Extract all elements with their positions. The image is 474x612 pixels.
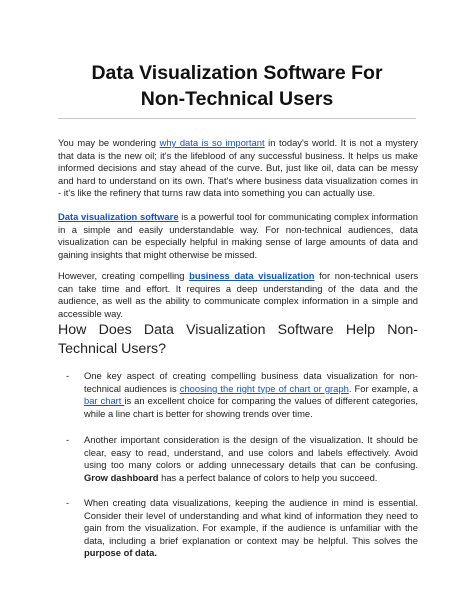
title-line-1: Data Visualization Software For	[91, 62, 383, 84]
list-text: is an excellent choice for comparing the values of different categories, while a line chart is better for showing trends over time.	[84, 395, 418, 419]
however-text-rest: for non-technical users can take time and effort. It requires a deep understanding of the data and the audience, as well as the ability to communicate complex information in a simple and accessible way.	[58, 270, 419, 319]
bar-chart-link[interactable]: bar chart	[84, 395, 125, 407]
page-title	[40, 60, 434, 112]
chart-type-link[interactable]: choosing the right type of chart or graph	[179, 382, 349, 394]
intro-paragraph	[58, 137, 418, 200]
purpose-of-data-bold: purpose of data.	[84, 547, 157, 559]
list-text: has a perfect balance of colors to help you succeed.	[158, 471, 378, 483]
list-dash: -	[66, 370, 70, 381]
software-text: is a powerful tool for communicating complex information in a simple and easily understandable way. For non-technical audiences, data visualization can be especially helpful in making sense of large amounts of data and gaining insights that might otherwise be missed.	[58, 211, 418, 260]
however-text-start: However, creating compelling	[58, 270, 190, 281]
list-item-text	[84, 434, 418, 484]
list-dash: -	[66, 497, 70, 508]
intro-text-rest: in today's world. It is not a mystery that data is the new oil; it's the lifeblood of any successful business. It helps us make informed decisions and stay ahead of the curve. But, just like oil, data can be messy and hard to understand on its own. That's where business data visualization comes in - it's like the refinery that turns raw data into something you can actually use.	[58, 137, 419, 199]
list-dash: -	[66, 434, 70, 445]
grow-dashboard-bold: Grow dashboard	[84, 471, 159, 483]
list-item-text	[84, 497, 418, 560]
intro-text-start: You may be wondering	[58, 137, 160, 148]
business-data-visualization-link[interactable]: business data visualization	[189, 270, 315, 281]
list-item-text	[84, 370, 418, 420]
section-heading: How Does Data Visualization Software Help Non-Technical Users?	[58, 322, 418, 357]
title-divider	[58, 118, 416, 119]
why-data-important-link[interactable]: why data is so important	[159, 137, 265, 148]
software-paragraph	[58, 211, 418, 261]
data-visualization-software-link[interactable]: Data visualization software	[58, 211, 179, 222]
list-text: Another important consideration is the design of the visualization. It should be clear, easy to read, understand, and use colors and labels effectively. Avoid using too many colors or adding unnecessary details that can be confusing.	[84, 434, 418, 471]
title-line-2: Non-Technical Users	[140, 88, 334, 110]
list-text: . For example, a	[348, 382, 418, 394]
however-paragraph	[58, 270, 418, 320]
list-text: When creating data visualizations, keeping the audience in mind is essential. Consider their level of understanding and what kind of information they need to gain from the visualization. For example, if the audience is unfamiliar with the data, including a brief explanation or context may be helpful. This solves the	[84, 497, 418, 546]
list-text: One key aspect of creating compelling business data visualization for non-technical audiences is	[84, 370, 418, 394]
